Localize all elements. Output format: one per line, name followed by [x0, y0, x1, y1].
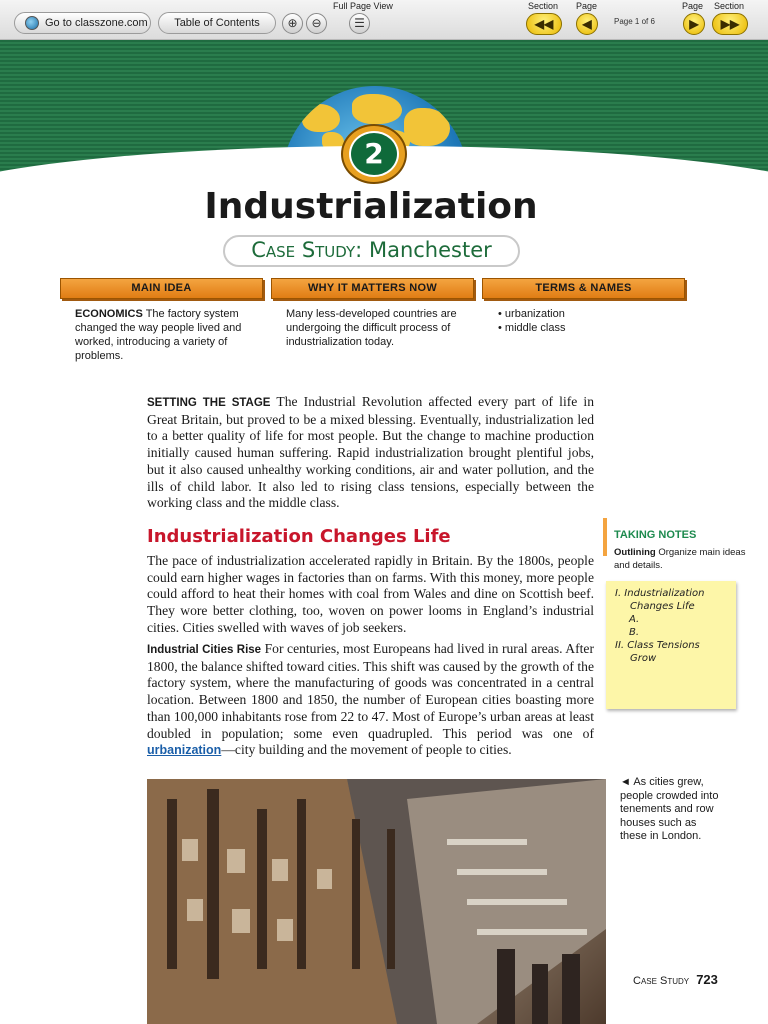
term-item: • middle class [498, 321, 648, 335]
paragraph-pace: The pace of industrialization accelerated rapidly in Britain. By the 1800s, people could earn higher wages in factories than on farms. With this money, more people could afford to heat their homes with coal from Wales and dine on Scottish beef. They wore better clothing, too, woven on power looms in England’s industrial cities. Cities swelled with waves of job seekers. [147, 553, 594, 635]
taking-notes-text: Organize main ideas and details. [614, 547, 746, 571]
setting-stage-text: The Industrial Revolution affected every part of life in Great Britain, but proved to be a mixed blessing. Eventually, industrialization led to a better quality of life for most people. But the change to machine production initially caused human suffering. Rapid industrialization brought plentiful jobs, but it also caused unhealthy working conditions, air and water pollution, and the ills of child labor. It also led to rising class tensions, especially between the working class and the middle class. [147, 394, 595, 511]
outline-line: Changes Life [630, 601, 695, 612]
main-idea-lead: ECONOMICS [75, 308, 143, 320]
page-footer [633, 972, 718, 987]
page-view-icon: ☰ [354, 16, 365, 30]
tab-why-it-matters: WHY IT MATTERS NOW [271, 278, 474, 299]
terms-names-list [498, 307, 648, 335]
outline-line: I. Industrialization [615, 588, 705, 599]
outline-line: A. [629, 614, 640, 625]
main-idea-body: The factory system changed the way people lived and worked, introducing a variety of problems. [75, 308, 242, 362]
taking-notes-title: TAKING NOTES [614, 529, 697, 541]
section-label-right: Section [714, 1, 745, 11]
outline-line: Grow [630, 653, 657, 664]
taking-notes-accent-bar [603, 518, 607, 556]
zoom-in-icon: ⊕ [287, 16, 298, 30]
toc-label: Table of Contents [174, 17, 260, 29]
london-tenements-illustration [147, 779, 606, 1024]
page-label-left: Page [576, 1, 598, 11]
toolbar [0, 0, 768, 40]
section-label-left: Section [528, 1, 559, 11]
cities-rise-tail: —city building and the movement of people to cities. [221, 742, 512, 758]
section-number: 2 [349, 131, 399, 177]
classzone-label: Go to classzone.com [45, 17, 148, 29]
why-it-matters-text: Many less-developed countries are undergoing the difficult process of industrialization today. [286, 308, 457, 348]
urbanization-term-link[interactable]: urbanization [147, 743, 222, 758]
page-number: 723 [696, 972, 718, 987]
full-page-view-label: Full Page View [333, 1, 393, 11]
main-idea-text [75, 307, 255, 363]
case-study-name: Manchester [368, 238, 492, 262]
caption-arrow-icon: ◄ [620, 776, 631, 788]
section-number-badge [341, 124, 407, 184]
sticky-note-outline [606, 581, 736, 709]
tab-terms-names: TERMS & NAMES [482, 278, 685, 299]
section-heading: Industrialization Changes Life [147, 526, 451, 547]
next-section-button[interactable] [712, 13, 748, 35]
paragraph-cities-rise [147, 641, 594, 759]
caption-text: As cities grew, people crowded into tenements and row houses such as these in London. [620, 776, 719, 843]
tab-main-idea: MAIN IDEA [60, 278, 263, 299]
case-study-subtitle [223, 235, 520, 267]
taking-notes-lead: Outlining [614, 547, 656, 558]
zoom-in-button[interactable] [282, 13, 303, 34]
table-of-contents-button[interactable] [158, 12, 276, 34]
zoom-out-button[interactable] [306, 13, 327, 34]
previous-section-button[interactable] [526, 13, 562, 35]
double-right-arrow-icon: ▶▶ [720, 17, 740, 31]
left-arrow-icon: ◀ [582, 17, 592, 31]
footer-label: Case Study [633, 975, 690, 987]
illustration-caption [620, 776, 720, 844]
next-page-button[interactable] [683, 13, 705, 35]
page-indicator: Page 1 of 6 [614, 17, 655, 26]
outline-line: II. Class Tensions [615, 640, 700, 651]
previous-page-button[interactable] [576, 13, 598, 35]
right-arrow-icon: ▶ [689, 17, 699, 31]
setting-stage-lead: SETTING THE STAGE [147, 397, 271, 409]
page-title: Industrialization [204, 186, 538, 227]
term-item: • urbanization [498, 307, 648, 321]
zoom-out-icon: ⊖ [311, 16, 322, 30]
setting-the-stage-paragraph [147, 394, 594, 512]
cities-rise-text: For centuries, most Europeans had lived in rural areas. After 1800, the balance shifted toward cities. This shift was caused by the growth of the factory system, where the manufacturing of goods was concentrated in a central location. Between 1800 and 1850, the number of European cities boasting more than 100,000 inhabitants rose from 22 to 47. Most of Europe’s urban areas at least doubled in population; some even quadrupled. This period was one of [147, 641, 594, 741]
classzone-link-button[interactable] [14, 12, 151, 34]
outline-line: B. [629, 627, 640, 638]
double-left-arrow-icon: ◀◀ [534, 17, 554, 31]
tenement-drawing [147, 779, 606, 1024]
globe-icon [25, 16, 39, 30]
page-label-right: Page [682, 1, 704, 11]
case-study-prefix: Case Study: [251, 238, 363, 262]
taking-notes-instructions [614, 546, 746, 572]
full-page-view-button[interactable] [349, 13, 370, 34]
cities-rise-lead: Industrial Cities Rise [147, 644, 262, 656]
